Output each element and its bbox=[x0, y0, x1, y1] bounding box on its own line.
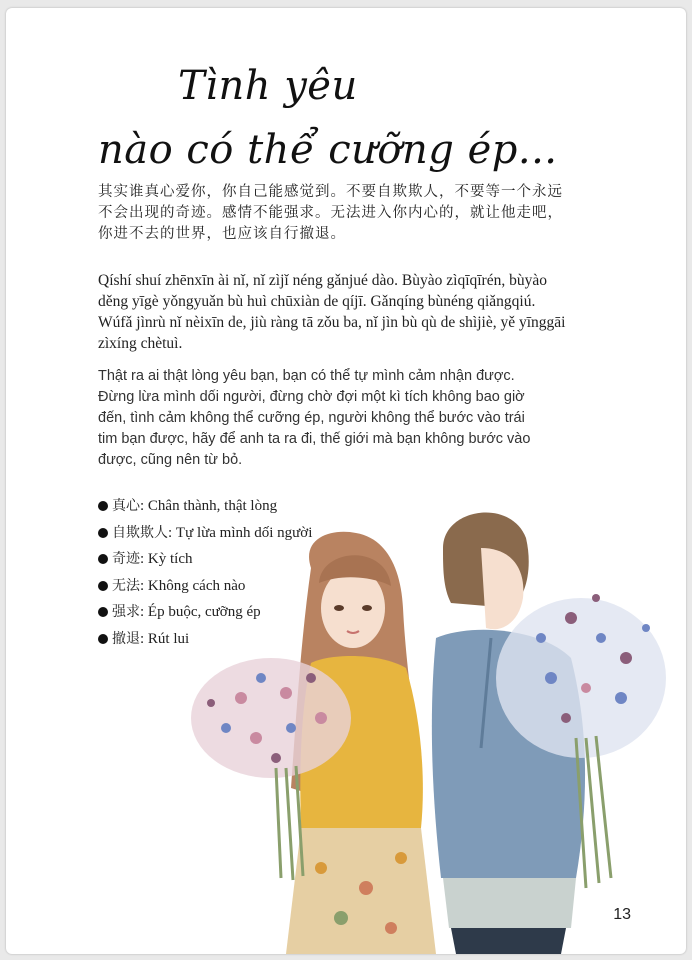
book-page bbox=[6, 8, 686, 954]
vocabulary-meaning: Rút lui bbox=[147, 630, 190, 647]
bullet-icon bbox=[98, 634, 108, 644]
pinyin-line: Wúfǎ jìnrù nǐ nèixīn de, jiù ràng tā zǒu ba, nǐ jìn bù qù de shìjiè, yě yīnggāi bbox=[98, 314, 566, 331]
vocabulary-term: 自欺欺人 bbox=[112, 524, 168, 541]
vietnamese-line: Đừng lừa mình dối người, đừng chờ đợi một kì tích không bao giờ bbox=[98, 389, 525, 405]
chinese-line: 你进不去的世界，也应该自行撤退。 bbox=[98, 226, 346, 242]
vocabulary-meaning: Chân thành, thật lòng bbox=[147, 498, 278, 514]
vocabulary-term: 无法 bbox=[112, 577, 140, 594]
vocabulary-meaning: Kỳ tích bbox=[147, 551, 193, 567]
girl-figure bbox=[191, 532, 436, 954]
vocabulary-meaning: Tự lừa mình dối người bbox=[175, 524, 313, 541]
vietnamese-line: Thật ra ai thật lòng yêu bạn, bạn có thể tự mình cảm nhận được. bbox=[98, 368, 515, 384]
bullet-icon bbox=[98, 607, 108, 617]
vocabulary-item: 无法 : Không cách nào bbox=[98, 573, 312, 600]
bullet-icon bbox=[98, 554, 108, 564]
couple-with-flowers-illustration bbox=[181, 488, 686, 954]
vocabulary-meaning: Không cách nào bbox=[147, 577, 246, 594]
vocabulary-term: 真心 bbox=[112, 498, 140, 514]
chinese-line: 不会出现的奇迹。感情不能强求。无法进入你内心的，就让他走吧， bbox=[98, 205, 563, 221]
vocabulary-item: 奇迹 : Kỳ tích bbox=[98, 546, 312, 573]
bullet-icon bbox=[98, 581, 108, 591]
vietnamese-line: được, cũng nên từ bỏ. bbox=[98, 452, 243, 468]
vocabulary-item: 真心 : Chân thành, thật lòng bbox=[98, 493, 312, 520]
vietnamese-paragraph bbox=[98, 366, 608, 471]
vocabulary-term: 撤退 bbox=[112, 630, 140, 647]
vietnamese-line: đến, tình cảm không thể cưỡng ép, người không thể bước vào trái bbox=[98, 410, 525, 426]
pinyin-line: Qíshí shuí zhēnxīn ài nǐ, nǐ zìjǐ néng gǎnjué dào. Bùyào zìqīqīrén, bùyào bbox=[98, 272, 547, 289]
boy-figure bbox=[432, 513, 666, 954]
title-line-1: Tình yêu bbox=[178, 63, 358, 109]
pinyin-line: zìxíng chètuì. bbox=[98, 335, 183, 352]
vocabulary-meaning: Ép buộc, cưỡng ép bbox=[147, 604, 261, 620]
chinese-line: 其实谁真心爱你，你自己能感觉到。不要自欺欺人，不要等一个永远 bbox=[98, 184, 563, 200]
pinyin-line: děng yīgè yǒngyuǎn bù huì chūxiàn de qíjī. Gǎnqíng bùnéng qiǎngqiú. bbox=[98, 293, 536, 310]
bullet-icon bbox=[98, 528, 108, 538]
page-number: 13 bbox=[613, 906, 631, 923]
bullet-icon bbox=[98, 501, 108, 511]
vocabulary-term: 奇迹 bbox=[112, 551, 140, 567]
title-line-2: nào có thể cưỡng ép... bbox=[98, 127, 558, 173]
vocabulary-item: 自欺欺人 : Tự lừa mình dối người bbox=[98, 520, 312, 547]
chinese-paragraph bbox=[98, 182, 598, 245]
pinyin-paragraph bbox=[98, 270, 606, 354]
vocabulary-item: 强求 : Ép buộc, cưỡng ép bbox=[98, 599, 312, 626]
vietnamese-line: tim bạn được, hãy để anh ta ra đi, thế giới mà bạn không bước vào bbox=[98, 431, 531, 447]
vocabulary-term: 强求 bbox=[112, 604, 140, 620]
vocabulary-item: 撤退 : Rút lui bbox=[98, 626, 312, 653]
